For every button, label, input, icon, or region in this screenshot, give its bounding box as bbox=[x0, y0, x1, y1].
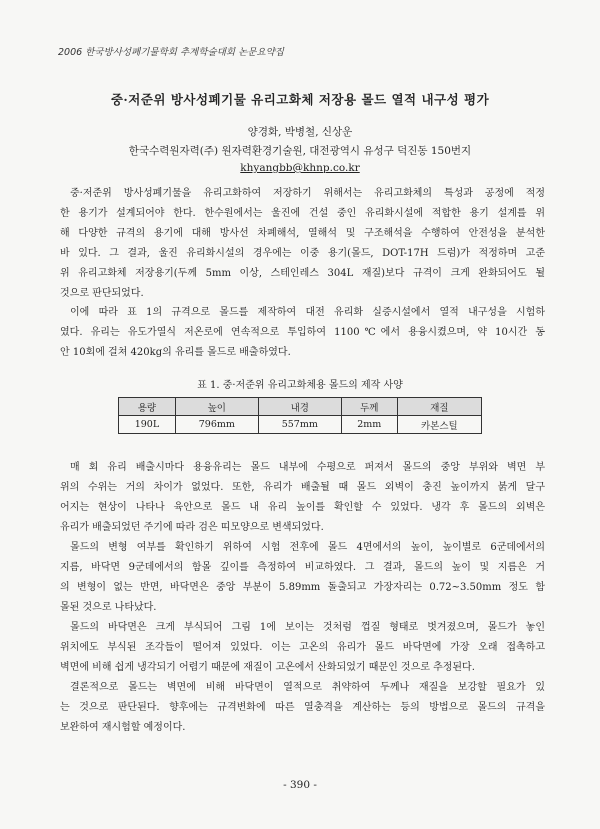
table-header-cell: 두께 bbox=[341, 398, 397, 416]
table-cell: 카본스틸 bbox=[397, 416, 481, 434]
text-line: 는 것으로 판단된다. 향후에는 규격변화에 따른 열충격을 계산하는 등의 방법으로 몰드의 규격을 bbox=[60, 702, 545, 713]
text-line: 매 회 유리 배출시마다 용융유리는 몰드 내부에 수평으로 퍼져서 몰드의 중앙 부위와 벽면 부 bbox=[70, 462, 545, 473]
spec-table bbox=[118, 397, 482, 434]
table-cell: 796mm bbox=[175, 416, 258, 434]
table-row bbox=[119, 416, 482, 434]
text-line: 몰드의 바닥면은 크게 부식되어 그림 1에 보이는 것처럼 껍질 형태로 벗겨졌으며, 몰드가 놓인 bbox=[70, 622, 545, 633]
author-list: 양경화, 박병철, 신상운 bbox=[247, 126, 353, 138]
text-line: 유리가 배출되었던 주기에 따라 검은 띠모양으로 변색되었다. bbox=[60, 522, 324, 533]
text-line: 이에 따라 표 1의 규격으로 몰드를 제작하여 대전 유리화 실증시설에서 열적 내구성을 시험하 bbox=[70, 307, 545, 318]
table-header-cell: 재질 bbox=[397, 398, 481, 416]
table-header-cell: 내경 bbox=[258, 398, 341, 416]
text-line: 한 용기가 설계되어야 한다. 한수원에서는 울진에 건설 중인 유리화시설에 적합한 용기 설계를 위 bbox=[60, 208, 545, 219]
text-line: 어지는 현상이 나타나 육안으로 몰드 내 유리 높이를 확인할 수 있었다. 냉각 후 몰드의 외벽은 bbox=[60, 502, 545, 513]
text-line: 안 10회에 걸쳐 420kg의 유리를 몰드로 배출하였다. bbox=[60, 347, 291, 358]
table-header-cell: 높이 bbox=[175, 398, 258, 416]
paragraph bbox=[60, 303, 545, 363]
text-line: 였다. 유리는 유도가열식 저온로에 연속적으로 투입하여 1100℃에서 용융시켰으며, 약 10시간 동 bbox=[60, 327, 545, 338]
running-header: 2006 한국방사성폐기물학회 추계학술대회 논문요약집 bbox=[58, 47, 284, 58]
author-email[interactable]: khyangbb@khnp.co.kr bbox=[240, 162, 360, 174]
text-line: 중·저준위 방사성폐기물을 유리고화하여 저장하기 위해서는 유리고화체의 특성과 공정에 적정 bbox=[70, 188, 545, 199]
paragraph bbox=[60, 458, 545, 538]
page-number: - 390 - bbox=[283, 779, 317, 791]
text-line: 벽면에 비해 쉽게 냉각되기 어렵기 때문에 재질이 고온에서 산화되었기 때문인 것으로 추정된다. bbox=[60, 662, 475, 673]
text-line: 몰드의 변형 여부를 확인하기 위하여 시험 전후에 몰드 4면에서의 높이, 높이별로 6군데에서의 bbox=[70, 542, 545, 553]
table-cell: 557mm bbox=[258, 416, 341, 434]
paragraph bbox=[60, 618, 545, 678]
table-header-cell: 용량 bbox=[119, 398, 176, 416]
text-line: 지름, 바닥면 9군데에서의 함몰 깊이를 측정하여 비교하였다. 그 결과, 몰드의 높이 및 지름은 거 bbox=[60, 562, 545, 573]
paragraph bbox=[60, 678, 545, 738]
text-line: 몰된 것으로 나타났다. bbox=[60, 602, 157, 613]
text-line: 바 있다. 그 결과, 울진 유리화시설의 경우에는 이중 용기(몰드, DOT-17H 드럼)가 적정하며 고준 bbox=[60, 248, 545, 259]
text-line: 위치에도 부식된 조각들이 떨어져 있었다. 이는 고온의 유리가 몰드 바닥면에 가장 오래 접촉하고 bbox=[60, 642, 545, 653]
paper-title: 중·저준위 방사성폐기물 유리고화체 저장용 몰드 열적 내구성 평가 bbox=[110, 92, 490, 107]
paragraph bbox=[60, 538, 545, 618]
text-line: 것으로 판단되었다. bbox=[60, 288, 144, 299]
table-cell: 190L bbox=[119, 416, 176, 434]
table-header-row bbox=[119, 398, 482, 416]
text-line: 해 다양한 규격의 용기에 대해 방사선 차폐해석, 열해석 및 구조해석을 수행하여 안전성을 분석한 bbox=[60, 228, 545, 239]
text-line: 보완하여 재시험할 예정이다. bbox=[60, 722, 186, 733]
table-cell: 2mm bbox=[341, 416, 397, 434]
text-line: 위 유리고화체 저장용기(두께 5mm 이상, 스테인레스 304L 재질)보다 규격이 크게 완화되어도 될 bbox=[60, 268, 545, 279]
text-line: 의 변형이 없는 반면, 바닥면은 중앙 부분이 5.89mm 돌출되고 가장자리는 0.72~3.50mm 정도 함 bbox=[60, 582, 545, 593]
text-line: 결론적으로 몰드는 벽면에 비해 바닥면이 열적으로 취약하여 두께나 재질을 보강할 필요가 있 bbox=[70, 682, 545, 693]
paragraph bbox=[60, 184, 545, 304]
table-caption: 표 1. 중·저준위 유리고화체용 몰드의 제작 사양 bbox=[197, 380, 403, 391]
affiliation: 한국수력원자력(주) 원자력환경기술원, 대전광역시 유성구 덕진동 150번지 bbox=[128, 145, 472, 157]
text-line: 위의 수위는 거의 차이가 없었다. 또한, 유리가 배출될 때 몰드 외벽이 충진 높이까지 붉게 달구 bbox=[60, 482, 545, 493]
